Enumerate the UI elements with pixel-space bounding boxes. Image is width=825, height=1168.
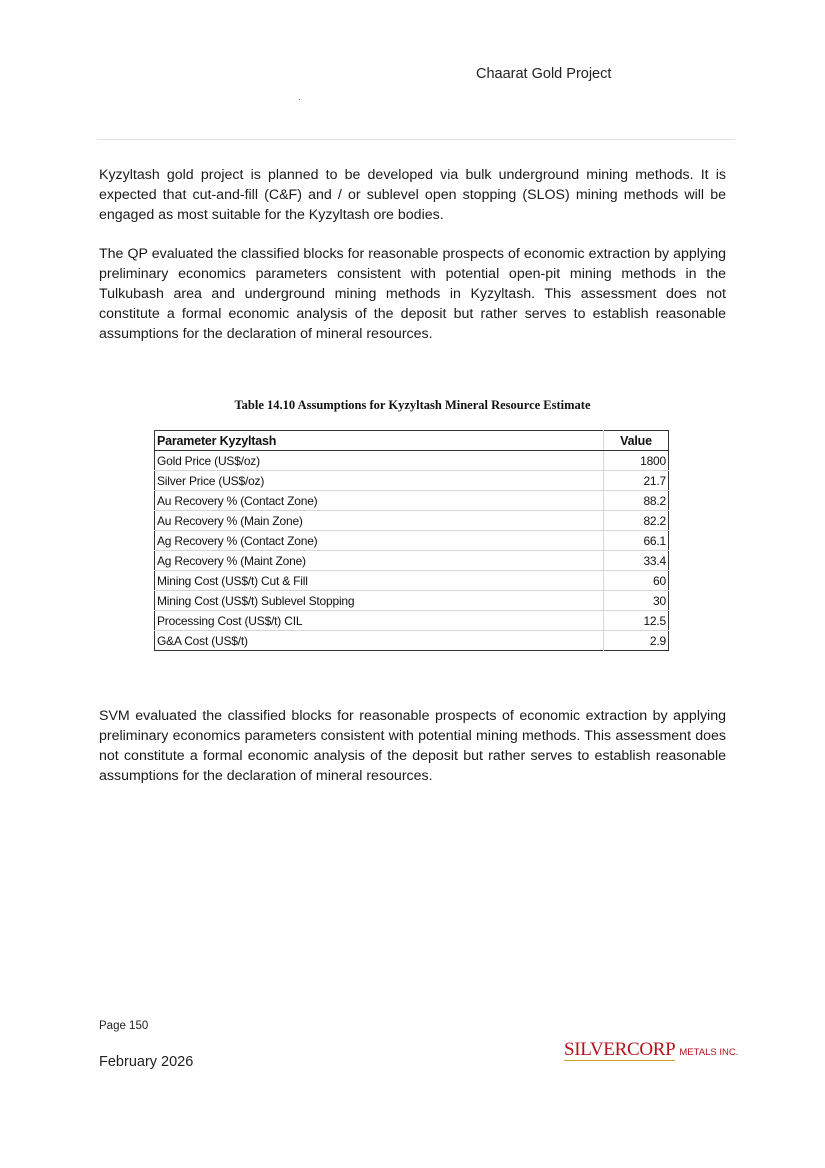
column-header-value: Value <box>604 431 669 451</box>
row-value: 30 <box>604 591 669 611</box>
row-value: 33.4 <box>604 551 669 571</box>
row-parameter: Silver Price (US$/oz) <box>155 471 604 491</box>
row-value: 88.2 <box>604 491 669 511</box>
paragraph-svm-evaluation: SVM evaluated the classified blocks for reasonable prospects of economic extraction by applying preliminary economics parameters consistent with potential mining methods. This assessment does not constitute a formal economic analysis of the deposit but rather serves to establish reasonable assumptions for the declaration of mineral resources. <box>99 708 726 784</box>
row-parameter: Au Recovery % (Contact Zone) <box>155 491 604 511</box>
table-row <box>155 491 669 511</box>
paragraph-qp-evaluation: The QP evaluated the classified blocks for reasonable prospects of economic extraction by applying preliminary economics parameters consistent with potential open-pit mining methods in the Tulkubash area and underground mining methods in Kyzyltash. This assessment does not constitute a formal economic analysis of the deposit but rather serves to establish reasonable assumptions for the declaration of mineral resources. <box>99 246 726 342</box>
row-parameter: G&A Cost (US$/t) <box>157 633 248 648</box>
logo-wordmark: SILVERCORP <box>564 1039 676 1060</box>
table-row <box>155 571 669 591</box>
table-row <box>155 451 669 471</box>
table-row <box>155 591 669 611</box>
table-row <box>155 511 669 531</box>
header-title: Chaarat Gold Project <box>476 66 612 82</box>
row-value: 2.9 <box>604 631 669 651</box>
row-value: 12.5 <box>604 611 669 631</box>
footer-date: February 2026 <box>99 1054 194 1070</box>
table-row <box>155 631 669 651</box>
paragraph-mining-methods: Kyzyltash gold project is planned to be developed via bulk underground mining methods. It is expected that cut-and-fill (C&F) and / or sublevel open stopping (SLOS) mining methods will be engaged as most suitable for the Kyzyltash ore bodies. <box>99 167 726 223</box>
header-mark <box>299 99 300 100</box>
column-header-parameter: Parameter Kyzyltash <box>155 431 604 451</box>
table-row <box>155 611 669 631</box>
silvercorp-logo <box>564 1040 738 1061</box>
row-parameter: Ag Recovery % (Contact Zone) <box>155 531 604 551</box>
row-parameter: Mining Cost (US$/t) Cut & Fill <box>155 571 604 591</box>
assumptions-table <box>154 430 669 651</box>
row-parameter: Gold Price (US$/oz) <box>155 451 604 471</box>
table-caption: Table 14.10 Assumptions for Kyzyltash Mineral Resource Estimate <box>234 398 591 412</box>
header-divider <box>97 139 735 140</box>
row-value: 60 <box>604 571 669 591</box>
row-value: 1800 <box>604 451 669 471</box>
row-value: 82.2 <box>604 511 669 531</box>
row-parameter: Ag Recovery % (Maint Zone) <box>155 551 604 571</box>
logo-subtitle: METALS INC. <box>679 1047 739 1058</box>
row-parameter: Mining Cost (US$/t) Sublevel Stopping <box>155 591 604 611</box>
table-header-row <box>155 431 669 451</box>
row-value: 66.1 <box>604 531 669 551</box>
table-row <box>155 531 669 551</box>
table-row <box>155 471 669 491</box>
row-parameter: Processing Cost (US$/t) CIL <box>155 611 604 631</box>
row-value: 21.7 <box>604 471 669 491</box>
row-parameter: Au Recovery % (Main Zone) <box>155 511 604 531</box>
table-row <box>155 551 669 571</box>
page-number: Page 150 <box>99 1020 149 1032</box>
